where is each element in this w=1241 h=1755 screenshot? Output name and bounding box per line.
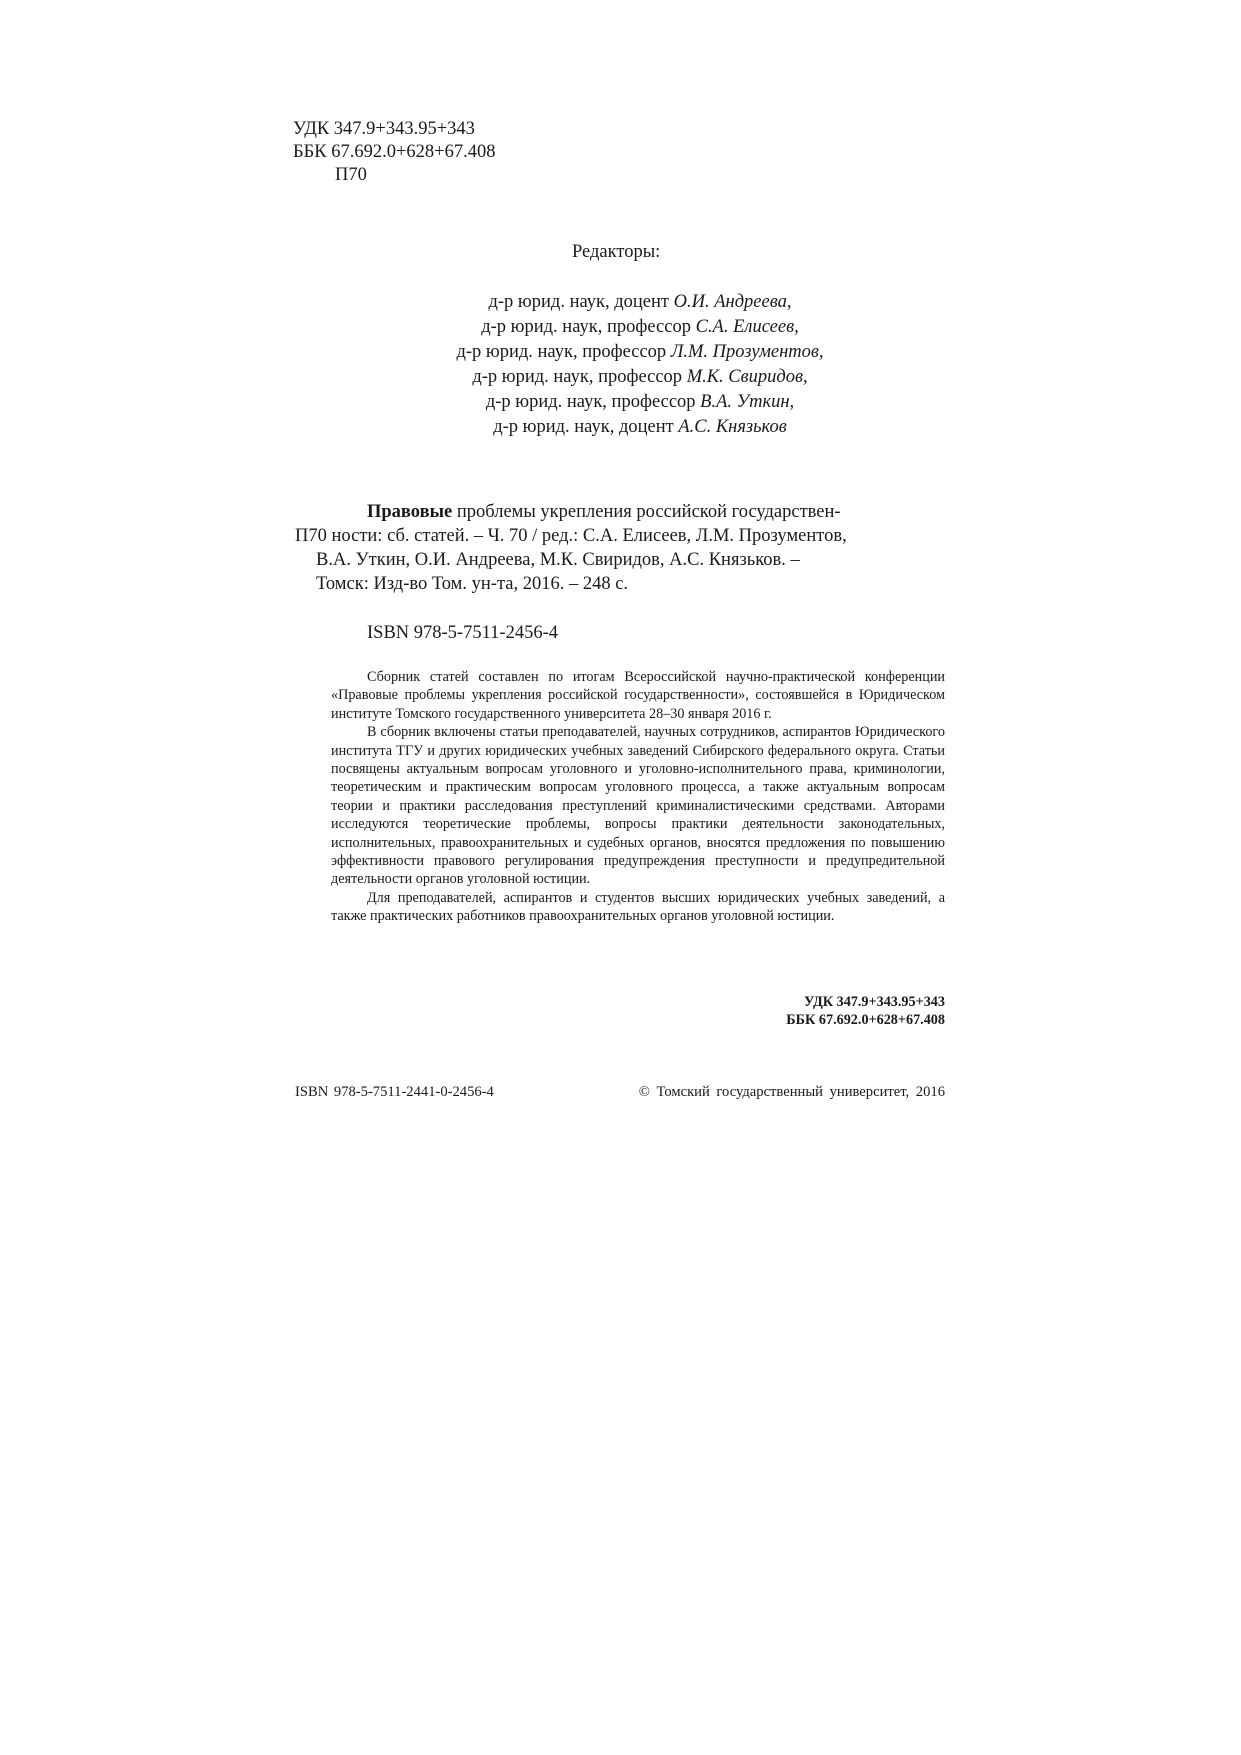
biblio-title-rest: проблемы укрепления российской государствен- xyxy=(456,502,841,522)
editor-name: В.А. Уткин, xyxy=(700,392,795,412)
editor-name: О.И. Андреева, xyxy=(673,292,792,312)
editor-degree: д-р юрид. наук, доцент xyxy=(488,292,669,312)
editor-name: М.К. Свиридов, xyxy=(686,367,808,387)
editor-item xyxy=(380,390,900,415)
biblio-title-bold: Правовые xyxy=(367,502,453,522)
editor-degree: д-р юрид. наук, доцент xyxy=(493,417,674,437)
editor-degree: д-р юрид. наук, профессор xyxy=(472,367,683,387)
author-sign: П70 xyxy=(335,165,367,185)
editor-name: Л.М. Прозументов, xyxy=(670,342,824,362)
classification-block xyxy=(293,118,495,187)
annotation xyxy=(331,668,945,926)
annotation-paragraph: В сборник включены статьи преподавателей, научных сотрудников, аспирантов Юридического института ТГУ и других юридических учебных заведений Сибирского федерального округа. Статьи посвящены актуальным вопросам уголовного и уголовно-исполнительного права, криминологии, теоретическим и практическим вопросам уголовного процесса, а также актуальным вопросам теории и практики расследования преступлений криминалистическими средствами. Авторами исследуются теоретические проблемы, вопросы практики деятельности законодательных, исполнительных, правоохранительных и судебных органов, вносятся предложения по повышению эффективности правового регулирования предупреждения преступности и предупредительной деятельности органов уголовной юстиции. xyxy=(331,724,945,888)
editor-item xyxy=(380,415,900,440)
bbk-code: ББК 67.692.0+628+67.408 xyxy=(293,142,496,162)
bbk-code-bottom: ББК 67.692.0+628+67.408 xyxy=(786,1012,945,1029)
editor-degree: д-р юрид. наук, профессор xyxy=(485,392,696,412)
udk-code: УДК 347.9+343.95+343 xyxy=(293,119,475,139)
editors-heading: Редакторы: xyxy=(572,242,661,262)
biblio-line-4: Томск: Изд-во Том. ун-та, 2016. – 248 с. xyxy=(316,574,629,594)
classification-bottom xyxy=(600,993,945,1030)
annotation-paragraph: Для преподавателей, аспирантов и студентов высших юридических учебных заведений, а также практических работников правоохранительных органов уголовной юстиции. xyxy=(331,889,945,925)
editor-degree: д-р юрид. наук, профессор xyxy=(456,342,667,362)
isbn: ISBN 978-5-7511-2456-4 xyxy=(367,623,558,643)
editor-name: С.А. Елисеев, xyxy=(695,317,799,337)
editors-list xyxy=(380,290,900,440)
editor-item xyxy=(380,290,900,315)
editor-degree: д-р юрид. наук, профессор xyxy=(481,317,691,337)
editor-name: А.С. Князьков xyxy=(678,417,787,437)
biblio-line-3: В.А. Уткин, О.И. Андреева, М.К. Свиридов, А.С. Князьков. – xyxy=(316,550,800,570)
biblio-line-2 xyxy=(295,524,945,548)
editor-item xyxy=(380,365,900,390)
udk-code-bottom: УДК 347.9+343.95+343 xyxy=(804,994,945,1010)
editor-item xyxy=(380,340,900,365)
biblio-line-2-text: ности: сб. статей. – Ч. 70 / ред.: С.А. Елисеев, Л.М. Прозументов, xyxy=(331,526,847,546)
biblio-line-1 xyxy=(295,500,945,524)
isbn-full: ISBN 978-5-7511-2441-0-2456-4 xyxy=(295,1084,494,1100)
annotation-paragraph: Сборник статей составлен по итогам Всероссийской научно-практической конференции «Правовые проблемы укрепления российской государственности», состоявшейся в Юридическом институте Томского государственного университета 28–30 января 2016 г. xyxy=(331,669,945,722)
copyright: © Томский государственный университет, 2016 xyxy=(638,1084,945,1100)
biblio-sign: П70 xyxy=(295,526,327,546)
bibliographic-entry xyxy=(295,500,945,596)
editor-item xyxy=(380,315,900,340)
